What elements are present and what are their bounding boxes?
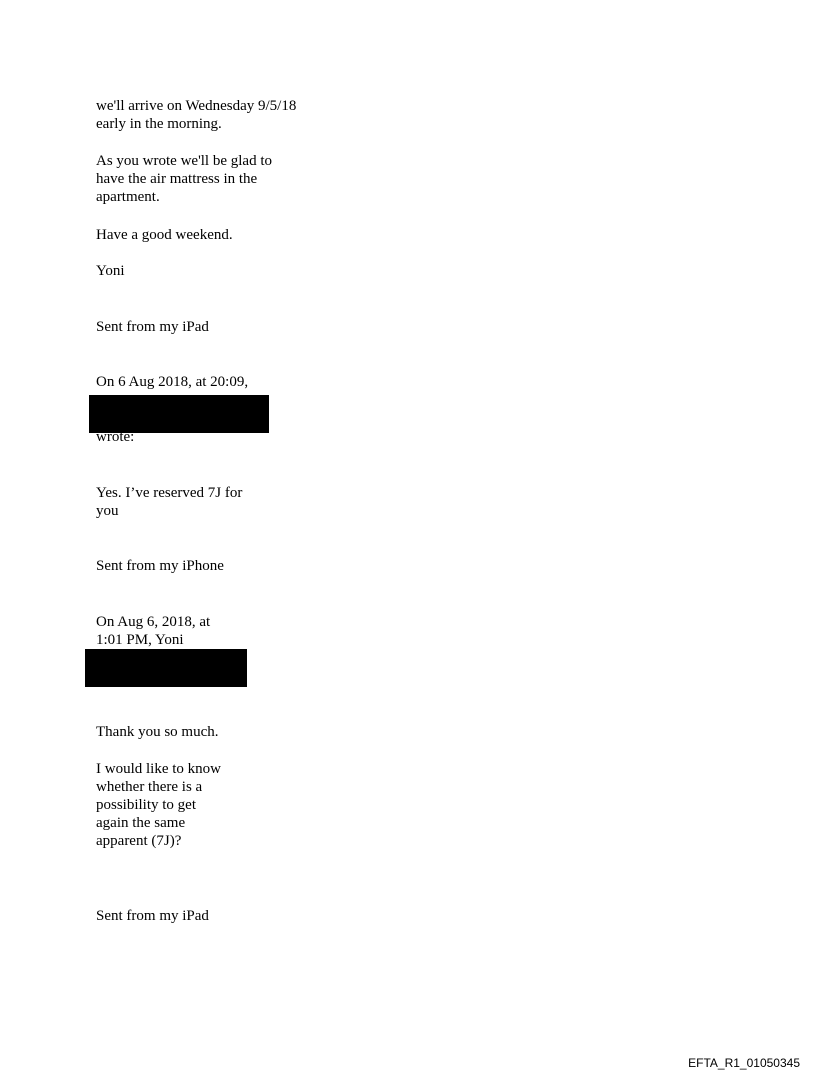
sent-from-line: Sent from my iPad [96, 908, 209, 924]
email-signature: Yoni [96, 263, 125, 279]
document-id-footer: EFTA_R1_01050345 [688, 1056, 800, 1070]
email-text-line: early in the morning. [96, 116, 222, 132]
email-text-line: possibility to get [96, 797, 197, 813]
email-text-line: Have a good weekend. [96, 227, 233, 243]
email-text-line: we'll arrive on Wednesday 9/5/18 [96, 98, 297, 114]
email-text-line: you [96, 503, 119, 519]
email-text-line: Yes. I’ve reserved 7J for [96, 485, 243, 501]
sent-from-line: Sent from my iPhone [96, 558, 224, 574]
email-text-line: As you wrote we'll be glad to [96, 153, 273, 169]
email-text-line: apartment. [96, 189, 160, 205]
email-text-line: apparent (7J)? [96, 833, 182, 849]
sent-from-line: Sent from my iPad [96, 319, 209, 335]
email-text-line: I would like to know [96, 761, 221, 777]
quoted-header-line: On 6 Aug 2018, at 20:09, [96, 374, 249, 390]
quoted-header-line: wrote: [96, 429, 135, 445]
email-text-line: have the air mattress in the [96, 171, 258, 187]
email-text-line: whether there is a [96, 779, 203, 795]
redaction-box [85, 649, 247, 687]
quoted-header-line: 1:01 PM, Yoni [96, 632, 184, 648]
email-text-line: again the same [96, 815, 186, 831]
quoted-header-line: On Aug 6, 2018, at [96, 614, 211, 630]
email-text-line: Thank you so much. [96, 724, 219, 740]
